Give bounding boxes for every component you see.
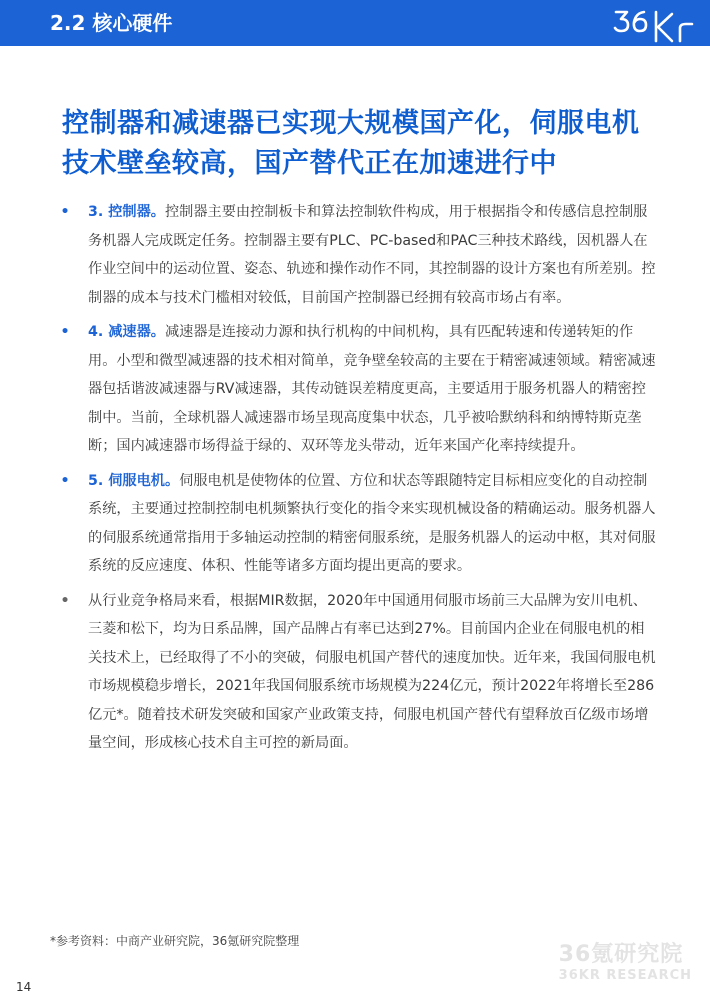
bullet-controller: [58, 198, 658, 312]
footnote-source: *参考资料：中商产业研究院，36氪研究院整理: [50, 934, 300, 948]
bullet-marker: •: [60, 592, 70, 609]
bullet-term: 5. 伺服电机。: [88, 472, 180, 489]
page-headline: 控制器和减速器已实现大规模国产化，伺服电机技术壁垒较高，国产替代正在加速进行中: [62, 108, 640, 179]
header-bar: [0, 0, 710, 46]
watermark: [559, 942, 692, 984]
bullet-term: 4. 减速器。: [88, 324, 165, 340]
section-label: 2.2 核心硬件: [50, 11, 173, 35]
page-number: 14: [16, 980, 32, 994]
watermark-cn: 36氪研究院: [558, 942, 684, 967]
36kr-logo: [612, 4, 696, 44]
bullet-servo-motor: [58, 467, 658, 581]
bullet-marker: •: [60, 204, 70, 220]
bullet-term: 3. 控制器。: [88, 204, 165, 220]
content-body: [58, 198, 658, 764]
bullet-text: 减速器是连接动力源和执行机构的中间机构，具有匹配转速和传递转矩的作用。小型和微型减速器的技术相对简单，竞争壁垒较高的主要在于精密减速领域。精密减速器包括谐波减速器与RV减速器，其传动链误差精度更高，主要适用于服务机器人的精密控制中。当前，全球机器人减速器市场呈现高度集中状态，几乎被哈默纳科和纳博特斯克垄断；国内减速器市场得益于绿的、双环等龙头带动，近年来国产化率持续提升。: [88, 324, 656, 454]
bullet-marker: •: [60, 472, 70, 489]
bullet-reducer: [58, 318, 658, 461]
bullet-text: 从行业竞争格局来看，根据MIR数据，2020年中国通用伺服市场前三大品牌为安川电机、三菱和松下，均为日系品牌，国产品牌占有率已达到27%。目前国内企业在伺服电机的相关技术上，已经取得了不小的突破，伺服电机国产替代的速度加快。近年来，我国伺服电机市场规模稳步增长，2021年我国伺服系统市场规模为224亿元，预计2022年将增长至286亿元*。随着技术研发突破和国家产业政策支持，伺服电机国产替代有望释放百亿级市场增量空间，形成核心技术自主可控的新局面。: [88, 592, 656, 751]
bullet-text: 伺服电机是使物体的位置、方位和状态等跟随特定目标相应变化的自动控制系统，主要通过控制控制电机频繁执行变化的指令来实现机械设备的精确运动。服务机器人的伺服系统通常指用于多轴运动控制的精密伺服系统，是服务机器人的运动中枢，其对伺服系统的反应速度、体积、性能等诸多方面均提出更高的要求。: [88, 472, 656, 574]
bullet-competition: [58, 587, 658, 758]
watermark-en: 36KR RESEARCH: [558, 968, 692, 983]
bullet-marker: •: [60, 324, 70, 340]
bullet-text: 控制器主要由控制板卡和算法控制软件构成，用于根据指令和传感信息控制服务机器人完成既定任务。控制器主要有PLC、PC-based和PAC三种技术路线，因机器人在作业空间中的运动位置、姿态、轨迹和操作动作不同，其控制器的设计方案也有所差别。控制器的成本与技术门槛相对较低，目前国产控制器已经拥有较高市场占有率。: [88, 204, 656, 306]
